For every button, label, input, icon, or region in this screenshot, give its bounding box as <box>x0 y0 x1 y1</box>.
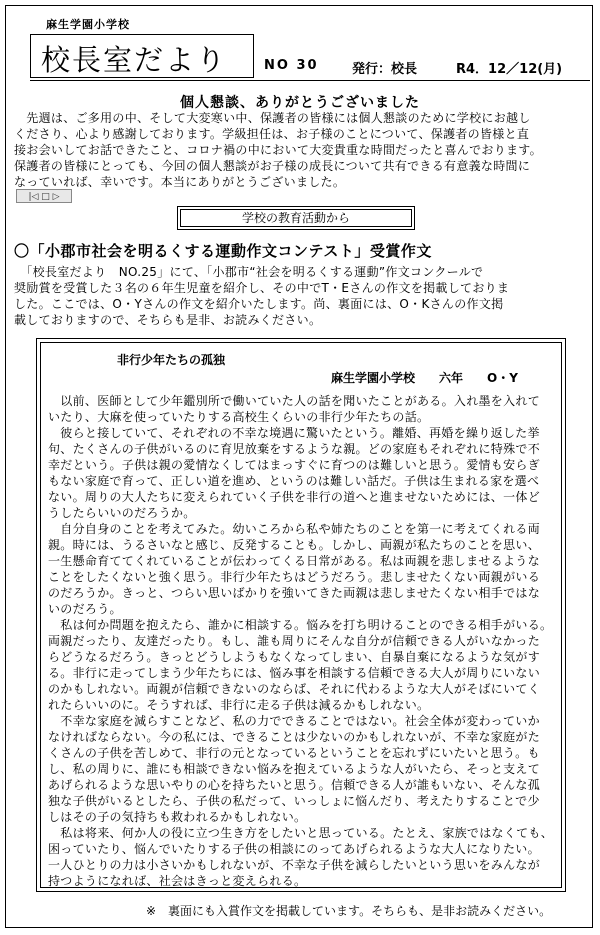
essay-line: のかもしれない。両親が信頼できないのならば、それに代わるような大人がそばにいてく <box>48 682 541 696</box>
school-name-small: 麻生学園小学校 <box>46 18 130 31</box>
footer-note: ※ 裏面にも入賞作文を掲載しています。そちらも、是非お読みください。 <box>146 904 552 918</box>
essay-line: しはその子の気持ちも救われるかもしれない。 <box>48 810 307 824</box>
essay-line: 自分自身のことを考えてみた。幼いころから私や姉たちのことを第一に考えてくれる両 <box>48 522 541 536</box>
text-line: 載しておりますので、そちらも是非、お読みください。 <box>14 313 322 327</box>
essay-line: し、私の周りに、誰にも相談できない悩みを抱えているような人がいたら、そっと支えて <box>48 762 541 776</box>
essay-frame <box>36 338 566 892</box>
essay-line: 不幸な家庭を減らすことなど、私の力でできることではない。社会全体が変わっていか <box>48 714 540 728</box>
essay-line: れたらいいのに。そうすれば、非行に走る子供は減るかもしれない。 <box>48 698 430 712</box>
activity-heading: 学校の教育活動から <box>241 211 350 225</box>
essay-line: 困っていたり、悩んでいたりする子供の相談にのってあげられるような大人になりたい。 <box>48 842 540 856</box>
essay-line: らどうなるだろう。きっとどうしようもなくなってしまい、自暴自棄になるような気がす <box>48 650 541 664</box>
text-line: 奨励賞を受賞した３名の６年生児童を紹介し、その中でT・Eさんの作文を掲載しておりま <box>14 281 510 295</box>
essay-line: 独な子供がいるとしたら、子供の私だって、いっしょに悩んだり、考えたりすることで少 <box>48 794 540 808</box>
text-line: 保護者の皆様にとっても、今回の個人懇談がお子様の成長について共有できる有意義な時間に <box>14 159 531 173</box>
text-line: 「校長室だより NO.25」にて、「小郡市“社会を明るくする運動”作文コンクールで <box>14 265 484 279</box>
text-line: 接お会いしてお話できたこと、コロナ禍の中において大変貴重な時間だったと喜んでおります。 <box>14 143 542 157</box>
essay-title: 非行少年たちの孤独 <box>117 353 226 367</box>
newsletter-title: 校長室だより <box>41 43 228 77</box>
essay-line: 一人ひとりの力は小さいかもしれないが、不幸な子供を減らしたいという思いをみんなが <box>48 858 541 872</box>
title-frame <box>30 34 254 78</box>
essay-author: 麻生学園小学校 六年 O・Y <box>331 371 518 385</box>
essay-line: ない。周りの大人たちに変えられていく子供を非行の道へと進ませないためには、一体ど <box>48 490 541 504</box>
essay-line: 親。時には、うるさいなと感じ、反発することも。しかし、両親が私たちのことを思い、 <box>48 538 541 552</box>
greeting-paragraph <box>14 110 586 190</box>
text-line: なっていれば、幸いです。本当にありがとうございました。 <box>14 175 346 189</box>
activity-heading-box <box>177 206 415 230</box>
essay-line: 句、たくさんの子供がいるのに育児放棄をするような親。どの家庭もそれぞれに特殊で不 <box>48 442 541 456</box>
essay-line: いたり、大麻を使っていたりする高校生くらいの非行少年たちの話。 <box>48 410 430 424</box>
essay-line: あげられるような思いやりの心を持ちたいと思う。信頼できる人が誰もいない、そんな孤 <box>48 778 541 792</box>
newsletter-header <box>16 14 586 86</box>
essay-line: のだろうか。きっと、つらい思いばかりを強いてきた両親は悲しませたくない相手ではな <box>48 586 541 600</box>
essay-line: 幸だという。子供は親の愛情なくしてはまっすぐに育つのは難しいと思う。愛情も安らぎ <box>48 458 541 472</box>
issue-date: R4．12／12(月) <box>456 62 563 77</box>
page-nav-widget[interactable]: |◁ □ ▷ <box>16 189 72 203</box>
essay-line: 私は将来、何か人の役に立つ生き方をしたいと思っている。たとえ、家族ではなくても、 <box>48 826 554 840</box>
section-title: 個人懇談、ありがとうございました <box>180 95 420 111</box>
essay-line: うしたらいいのだろうか。 <box>48 506 196 520</box>
publisher: 発行：校長 <box>352 62 418 77</box>
essay-line: 両親だったり、友達だったり。もし、誰も周りにそんな自分が信頼できる人がいなかった <box>48 634 541 648</box>
text-line: した。ここでは、O・Yさんの作文を紹介いたします。尚、裏面には、O・Kさんの作文掲 <box>14 297 504 311</box>
essay-line: くさんの子供を苦しめて、非行の元となっているということを忘れずにいたいと思う。も <box>48 746 540 760</box>
text-line: 先週は、ご多用の中、そして大変寒い中、保護者の皆様には個人懇談のために学校にお越し <box>14 111 531 125</box>
essay-line: もない家庭で育って、正しい道を進め、というのは難しい話だ。子供は生まれる家を選べ <box>48 474 540 488</box>
contest-intro-paragraph <box>14 264 586 328</box>
newsletter-page <box>5 5 593 928</box>
essay-line: 彼らと接していて、それぞれの不幸な境遇に驚いたという。離婚、再婚を繰り返した挙 <box>48 426 540 440</box>
essay-line: いのだろう。 <box>48 602 122 616</box>
essay-line: 一生懸命育ててくれていることが伝わってくる日常がある。私は両親を悲しませるような <box>48 554 540 568</box>
essay-line: る。非行に走ってしまう少年たちには、悩み事を相談する信頼できる大人が周りにいない <box>48 666 541 680</box>
essay-line: 以前、医師として少年鑑別所で働いていた人の話を聞いたことがある。入れ墨を入れて <box>48 394 541 408</box>
contest-title: 〇「小郡市社会を明るくする運動作文コンテスト」受賞作文 <box>14 242 432 260</box>
header-underline <box>30 80 590 81</box>
essay-line: 持つようになれば、社会はきっと変えられる。 <box>48 874 307 888</box>
essay-body <box>48 393 554 889</box>
issue-number: NO 30 <box>264 58 319 73</box>
essay-line: 私は何か問題を抱えたら、誰かに相談する。悩みを打ち明けることのできる相手がいる。 <box>48 618 553 632</box>
essay-line: なければならない。今の私には、できることは少ないのかもしれないが、不幸な家庭がた <box>48 730 541 744</box>
essay-line: ことをしたくないと強く思う。非行少年たちはどうだろう。悲しませたくない両親がいる <box>48 570 541 584</box>
text-line: くださり、心より感謝しております。学級担任は、お子様のことについて、保護者の皆様と直 <box>14 127 530 141</box>
